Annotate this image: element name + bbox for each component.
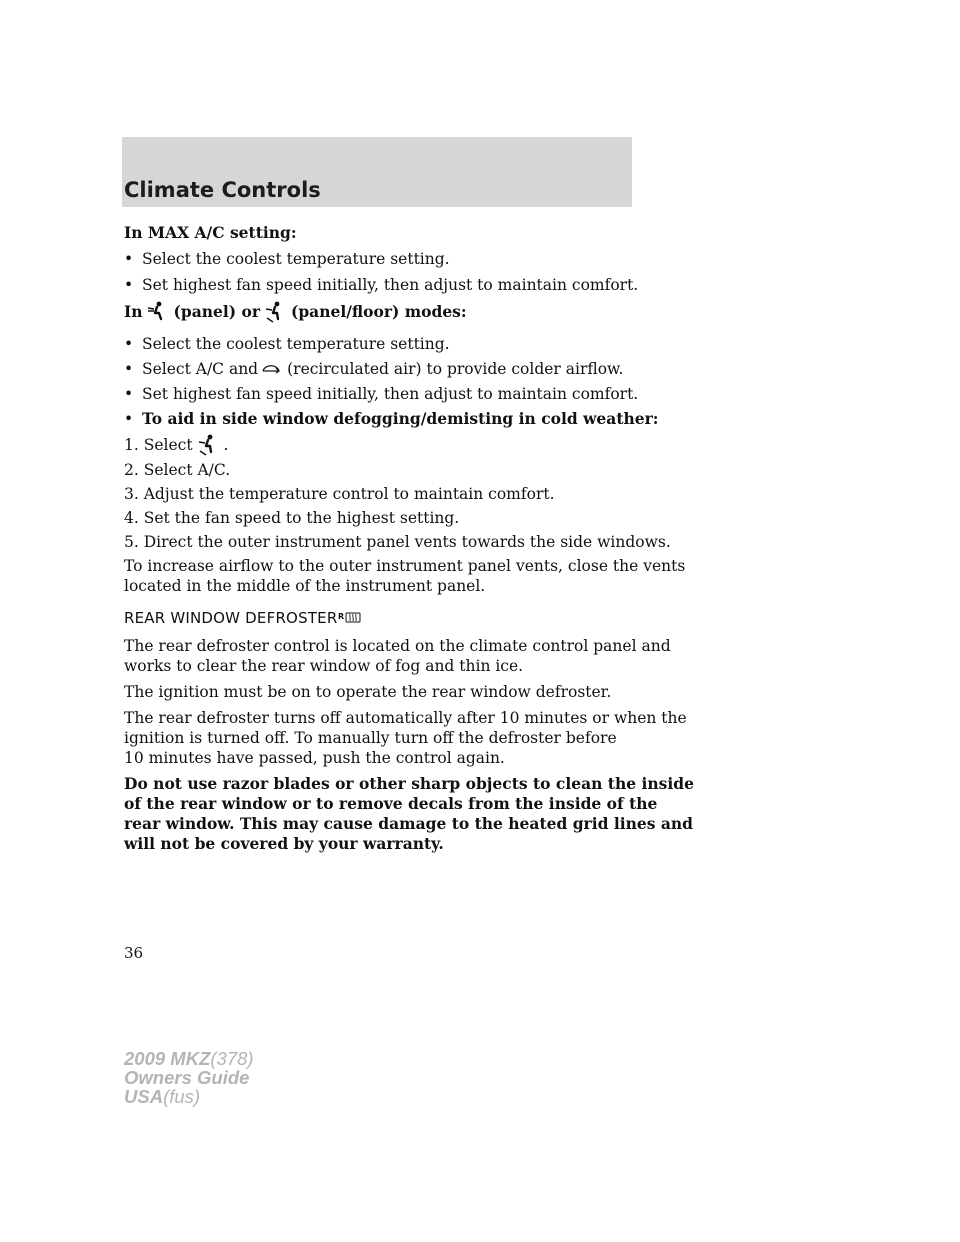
- warning-line: will not be covered by your warranty.: [124, 834, 444, 853]
- step-1: 1. Select .: [124, 436, 229, 454]
- step-item: 5. Direct the outer instrument panel vents towards the side windows.: [124, 533, 671, 551]
- paragraph-line: To increase airflow to the outer instrument panel vents, close the vents: [124, 557, 686, 575]
- paragraph-line: ignition is turned off. To manually turn off the defroster before: [124, 729, 617, 747]
- recirculated-air-icon: [261, 363, 281, 375]
- paragraph-line: works to clear the rear window of fog and thin ice.: [124, 657, 524, 675]
- list-item: • Select the coolest temperature setting.: [124, 250, 450, 268]
- paragraph-line: located in the middle of the instrument panel.: [124, 577, 486, 595]
- paragraph-line: The rear defroster turns off automatically after 10 minutes or when the: [124, 709, 687, 727]
- max-ac-heading: In MAX A/C setting:: [124, 223, 297, 242]
- paragraph-line: The rear defroster control is located on the climate control panel and: [124, 637, 671, 655]
- step-item: 4. Set the fan speed to the highest setting.: [124, 509, 460, 527]
- warning-line: rear window. This may cause damage to the heated grid lines and: [124, 814, 694, 833]
- svg-text:R: R: [338, 612, 345, 621]
- list-item: • Select the coolest temperature setting.: [124, 335, 450, 353]
- warning-line: Do not use razor blades or other sharp objects to clean the inside: [124, 774, 694, 793]
- page-title: Climate Controls: [124, 178, 321, 202]
- panel-floor-vent-icon: [196, 434, 218, 456]
- page-content: [124, 223, 694, 854]
- page-number: 36: [124, 944, 144, 962]
- list-item: • Select A/C and (recirculated air) to provide colder airflow.: [124, 360, 624, 378]
- warning-line: of the rear window or to remove decals from the inside of the: [124, 794, 658, 813]
- footer: 2009 MKZ(378) Owners Guide USA(fus): [124, 1048, 254, 1107]
- step-item: 3. Adjust the temperature control to maintain comfort.: [124, 485, 555, 503]
- rear-defrost-icon: [338, 611, 362, 625]
- paragraph-line: The ignition must be on to operate the rear window defroster.: [124, 683, 612, 701]
- list-item: • Set highest fan speed initially, then adjust to maintain comfort.: [124, 276, 639, 294]
- list-item: • To aid in side window defogging/demisting in cold weather:: [124, 409, 659, 428]
- paragraph-line: 10 minutes have passed, push the control again.: [124, 749, 505, 767]
- list-item: • Set highest fan speed initially, then adjust to maintain comfort.: [124, 385, 639, 403]
- panel-vent-icon: [146, 301, 168, 323]
- step-item: 2. Select A/C.: [124, 461, 231, 479]
- panel-modes-heading: In (panel) or (panel/floor) modes:: [124, 302, 467, 321]
- panel-floor-vent-icon: [263, 301, 285, 323]
- section-heading-rear-defroster: REAR WINDOW DEFROSTER R: [124, 608, 644, 628]
